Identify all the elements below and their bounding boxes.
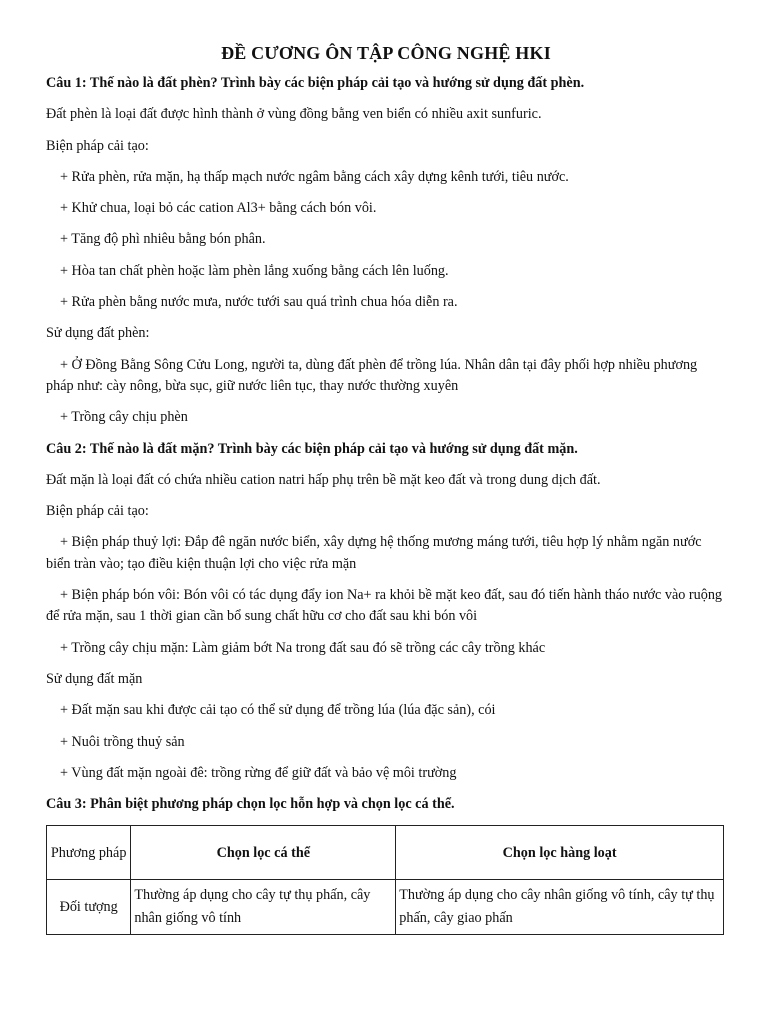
q2-use-item: + Vùng đất mặn ngoài đê: trồng rừng để giữ đất và bảo vệ môi trường	[60, 764, 457, 781]
question-3-heading: Câu 3: Phân biệt phương pháp chọn lọc hỗn hợp và chọn lọc cá thể.	[46, 796, 455, 813]
q2-use-label: Sử dụng đất mặn	[46, 670, 143, 687]
question-1-heading: Câu 1: Thế nào là đất phèn? Trình bày các biện pháp cải tạo và hướng sử dụng đất phèn.	[46, 75, 585, 91]
table-cell: Thường áp dụng cho cây tự thụ phấn, cây nhân giống vô tính	[131, 880, 396, 934]
q1-use-item: + Ở Đồng Bằng Sông Cửu Long, người ta, dùng đất phèn để trồng lúa. Nhân dân tại đây phối hợp nhiều phương pháp như: cày nông, bừa sục, giữ nước liên tục, thay nước thường xuyên	[46, 356, 698, 394]
document-page	[46, 40, 726, 935]
table-header-cell: Chọn lọc cá thể	[131, 826, 396, 880]
document-title: ĐỀ CƯƠNG ÔN TẬP CÔNG NGHỆ HKI	[221, 43, 551, 63]
q1-improve-item: + Khử chua, loại bỏ các cation Al3+ bằng cách bón vôi.	[60, 200, 377, 217]
table-cell: Thường áp dụng cho cây nhân giống vô tính, cây tự thụ phấn, cây giao phấn	[396, 880, 724, 934]
question-2-heading: Câu 2: Thế nào là đất mặn? Trình bày các biện pháp cải tạo và hướng sử dụng đất mặn.	[46, 440, 578, 457]
q2-improve-item: + Biện pháp thuỷ lợi: Đắp đê ngăn nước biển, xây dựng hệ thống mương máng tưới, tiêu hợp lý nhằm ngăn nước biển tràn vào; tạo điều kiện thuận lợi cho việc rửa mặn	[46, 534, 702, 572]
table-header-cell: Chọn lọc hàng loạt	[396, 826, 724, 880]
q1-improve-label: Biện pháp cải tạo:	[46, 137, 149, 154]
q1-improve-item: + Hòa tan chất phèn hoặc làm phèn lắng xuống bằng cách lên luống.	[60, 262, 449, 279]
table-header-row	[47, 826, 724, 880]
q1-use-label: Sử dụng đất phèn:	[46, 325, 150, 342]
q1-use-item: + Trồng cây chịu phèn	[60, 409, 188, 426]
table-header-cell: Phương pháp	[47, 826, 131, 880]
q1-improve-item: + Tăng độ phì nhiêu bằng bón phân.	[60, 231, 266, 248]
q2-improve-item: + Biện pháp bón vôi: Bón vôi có tác dụng đẩy ion Na+ ra khỏi bề mặt keo đất, sau đó tiến hành tháo nước vào ruộng để rửa mặn, sau 1 thời gian cần bổ sung chất hữu cơ cho đất sau khi bón vôi	[46, 587, 723, 625]
comparison-table	[46, 825, 724, 934]
q1-improve-item: + Rửa phèn, rửa mặn, hạ thấp mạch nước ngâm bằng cách xây dựng kênh tưới, tiêu nước.	[60, 168, 569, 185]
table-cell: Đối tượng	[47, 880, 131, 934]
q1-definition: Đất phèn là loại đất được hình thành ở vùng đồng bằng ven biển có nhiều axit sunfuric.	[46, 106, 542, 123]
q2-improve-item: + Trồng cây chịu mặn: Làm giảm bớt Na trong đất sau đó sẽ trồng các cây trồng khác	[60, 639, 546, 656]
q2-use-item: + Đất mặn sau khi được cải tạo có thể sử dụng để trồng lúa (lúa đặc sản), cói	[60, 702, 496, 719]
table-row	[47, 880, 724, 934]
q2-use-item: + Nuôi trồng thuỷ sản	[60, 733, 185, 750]
q1-improve-item: + Rửa phèn bằng nước mưa, nước tưới sau quá trình chua hóa diễn ra.	[60, 294, 458, 311]
q2-definition: Đất mặn là loại đất có chứa nhiều cation natri hấp phụ trên bề mặt keo đất và trong dung dịch đất.	[46, 471, 601, 488]
q2-improve-label: Biện pháp cải tạo:	[46, 503, 149, 520]
